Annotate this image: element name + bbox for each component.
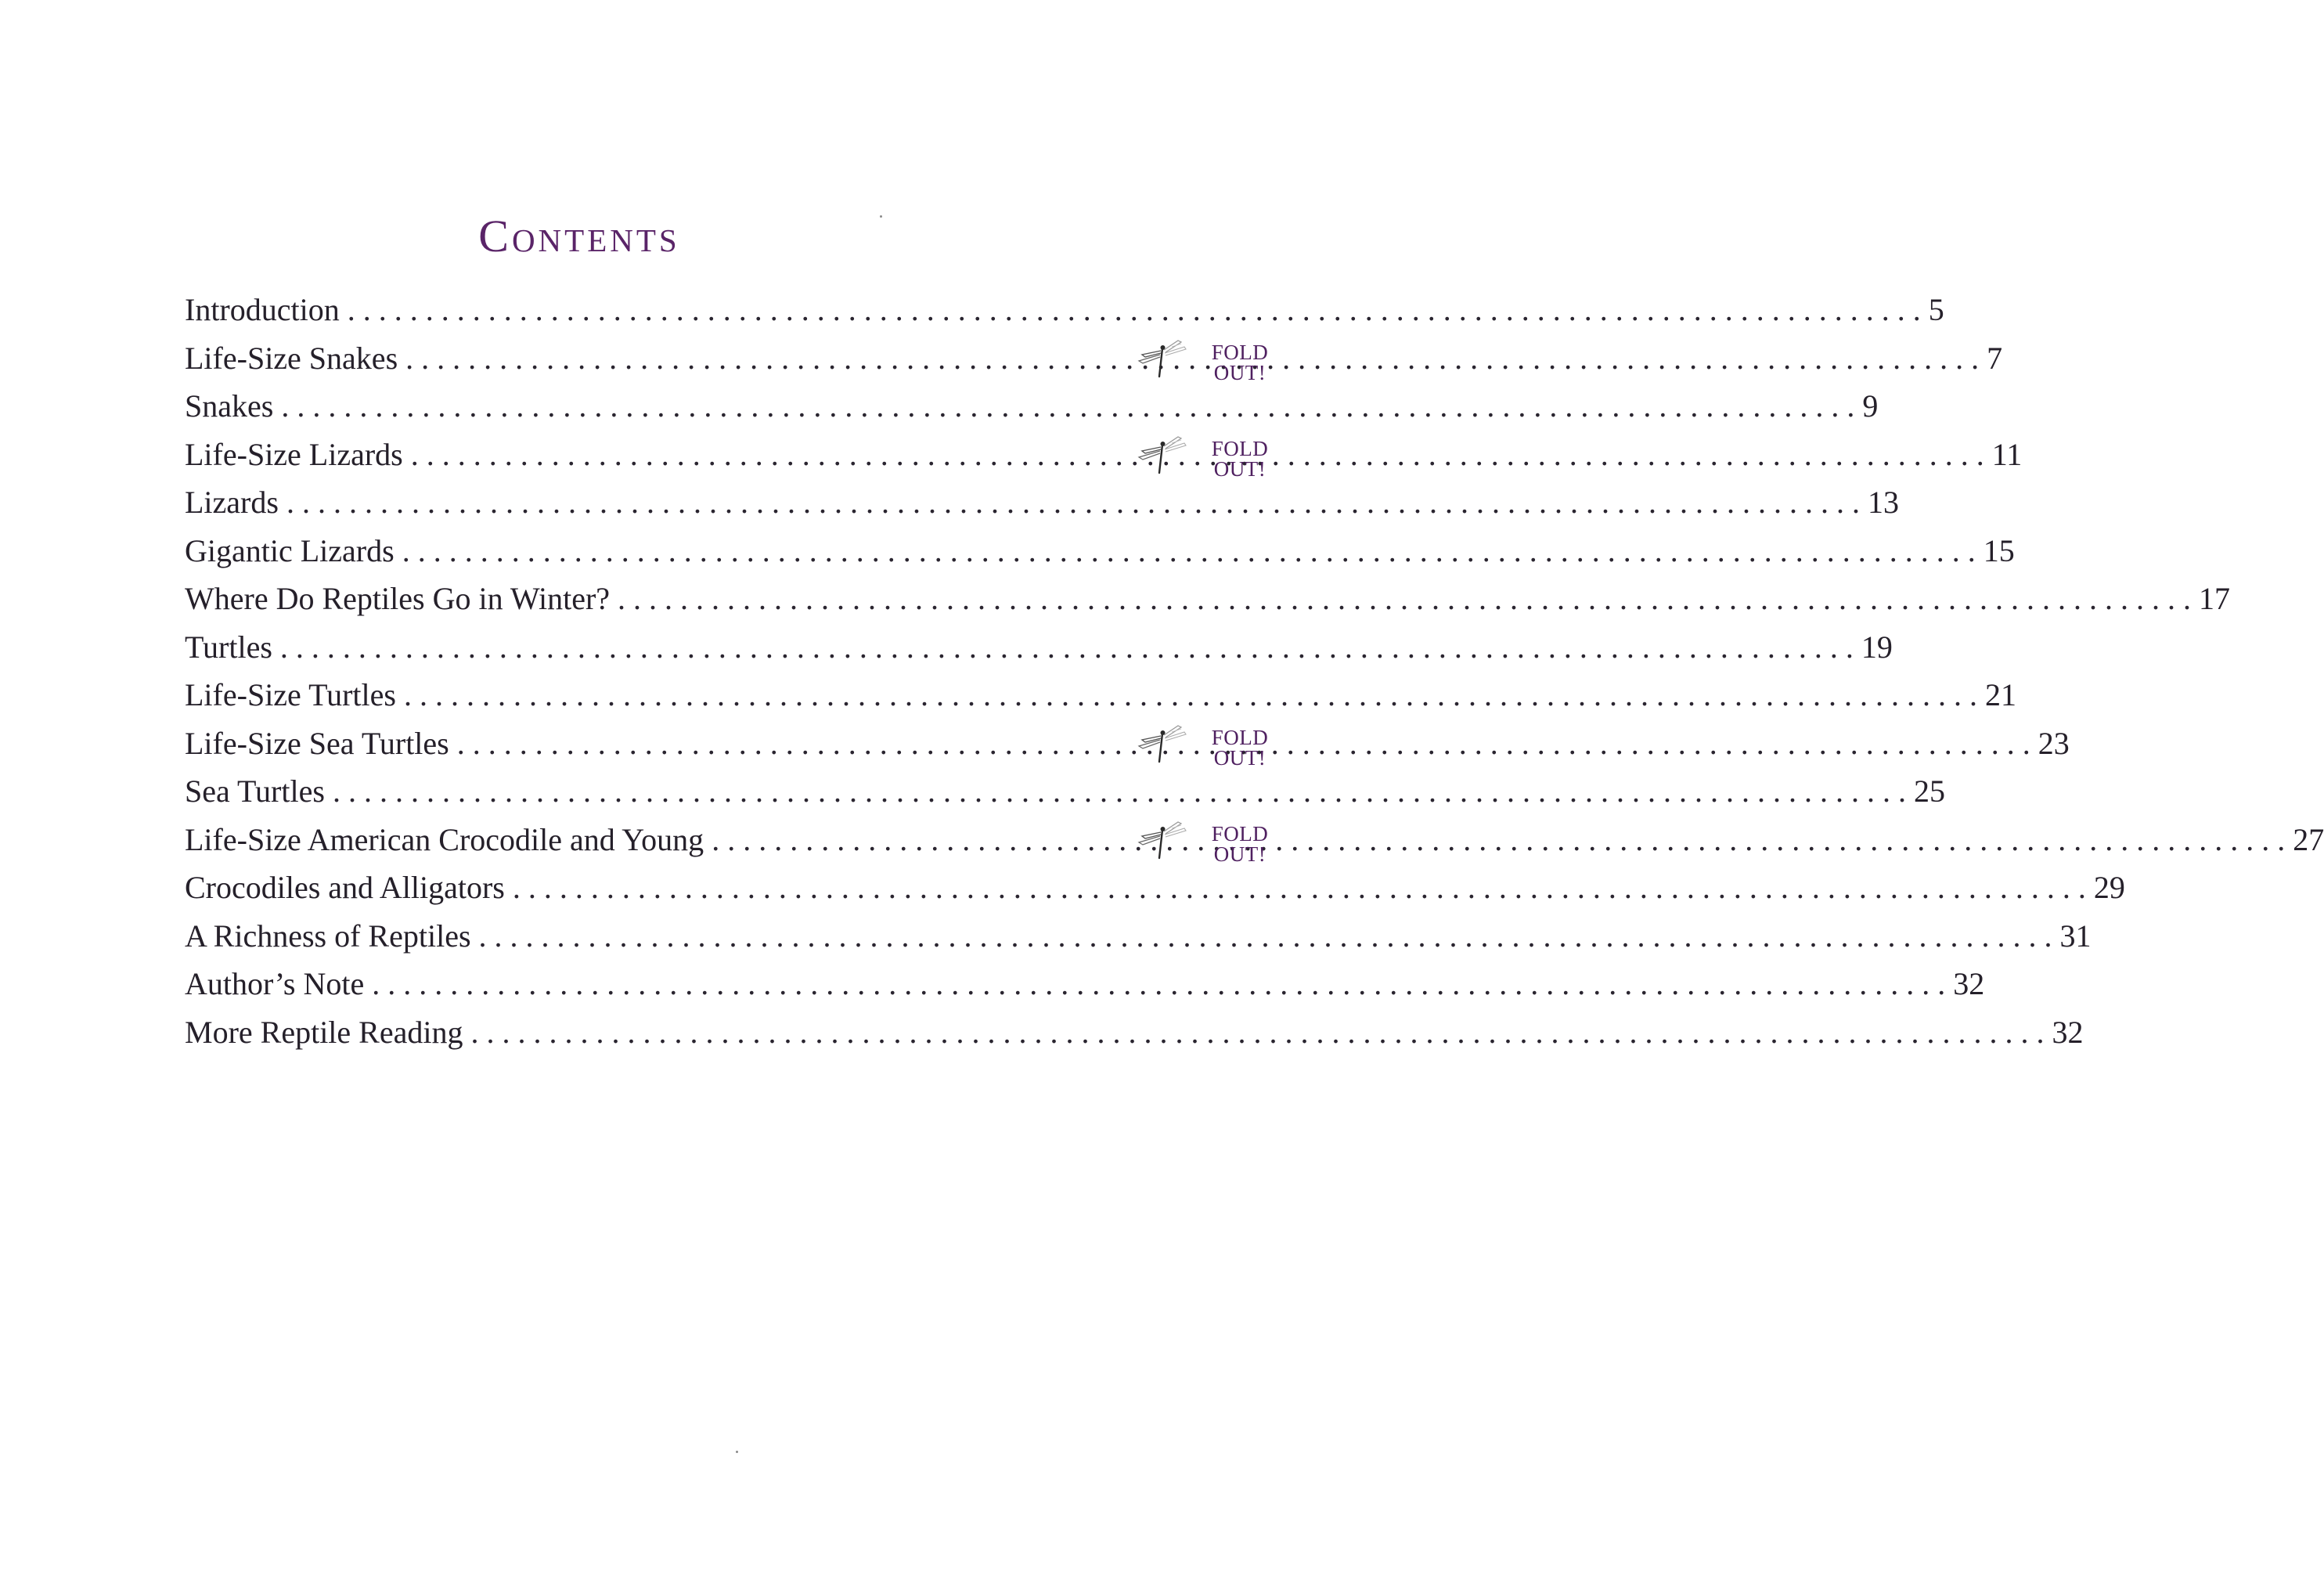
toc-entry[interactable] — [185, 960, 1985, 1008]
dot-leader — [404, 677, 1977, 713]
toc-page-number: 11 — [1991, 436, 2023, 472]
toc-page-number: 13 — [1867, 485, 1899, 520]
toc-page-number: 32 — [2052, 1014, 2084, 1050]
toc-entry-line — [185, 623, 1893, 672]
toc-entry[interactable] — [185, 912, 2092, 961]
dot-leader — [402, 533, 1976, 569]
dot-leader — [479, 918, 2052, 954]
dragonfly-icon — [1128, 819, 1198, 864]
toc-entry-title: Life-Size Snakes — [185, 340, 398, 376]
dragonfly-icon — [1128, 337, 1198, 383]
fold-out-marker — [1128, 819, 1273, 864]
toc-page-number: 25 — [1913, 773, 1945, 809]
fold-out-marker — [1128, 434, 1273, 479]
toc-entry[interactable] — [185, 478, 1899, 527]
toc-entry[interactable] — [185, 575, 2231, 623]
toc-entry[interactable] — [185, 286, 1944, 334]
toc-page-number: 27 — [2293, 821, 2324, 857]
fold-out-label-line1: FOLD — [1211, 821, 1269, 846]
dot-leader — [280, 629, 1854, 665]
toc-entry-title: Crocodiles and Alligators — [185, 870, 505, 905]
toc-entry-title: Snakes — [185, 388, 274, 424]
fold-out-label-line1: FOLD — [1211, 436, 1269, 460]
toc-page-number: 31 — [2059, 918, 2092, 954]
toc-entry-line — [185, 767, 1945, 816]
toc-entry[interactable] — [185, 527, 2015, 575]
fold-out-label-line2: OUT! — [1213, 745, 1266, 770]
toc-entry-title: Life-Size Turtles — [185, 677, 396, 712]
toc-page-number: 21 — [1984, 677, 2016, 712]
fold-out-label-line2: OUT! — [1213, 456, 1266, 481]
fold-out-label-line2: OUT! — [1213, 360, 1266, 384]
fold-out-label — [1205, 342, 1275, 383]
scan-speck — [880, 215, 882, 218]
toc-entry-title: Lizards — [185, 485, 279, 520]
toc-page-number: 29 — [2093, 870, 2125, 905]
dot-leader — [286, 485, 1860, 521]
toc-page-number: 5 — [1928, 292, 1944, 327]
fold-out-marker — [1128, 337, 1273, 383]
dot-leader — [712, 822, 2285, 858]
toc-entry-line — [185, 286, 1944, 334]
toc-entry-title: More Reptile Reading — [185, 1014, 463, 1050]
toc-entry-line — [185, 864, 2125, 912]
toc-entry[interactable] — [185, 719, 2070, 770]
toc-entry-title: Life-Size Lizards — [185, 436, 403, 472]
page-title: Contents — [478, 211, 680, 261]
fold-out-label — [1205, 727, 1275, 768]
scan-speck — [736, 1451, 738, 1453]
toc-entry[interactable] — [185, 623, 1893, 672]
fold-out-label-line2: OUT! — [1213, 842, 1266, 866]
dragonfly-icon — [1128, 723, 1198, 768]
fold-out-marker — [1128, 723, 1273, 768]
dragonfly-icon — [1128, 434, 1198, 479]
toc-page-number: 32 — [1953, 966, 1985, 1001]
toc-page-number: 23 — [2038, 725, 2070, 761]
dot-leader — [513, 870, 2086, 906]
dot-leader — [281, 388, 1854, 424]
fold-out-label — [1205, 821, 1275, 866]
toc-entry-line — [185, 478, 1899, 527]
toc-entry-title: Introduction — [185, 292, 340, 327]
toc-entry[interactable] — [185, 1008, 2084, 1057]
dot-leader — [348, 292, 1921, 328]
toc-page-number: 17 — [2199, 581, 2231, 616]
toc-page-number: 15 — [1983, 532, 2015, 568]
toc-entry-line — [185, 671, 2016, 719]
toc-entry[interactable] — [185, 431, 2023, 481]
toc-entry-title: Life-Size American Crocodile and Young — [185, 821, 704, 857]
dot-leader — [470, 1015, 2044, 1051]
toc-entry[interactable] — [185, 671, 2016, 719]
toc-entry-title: A Richness of Reptiles — [185, 918, 471, 954]
toc-entry[interactable] — [185, 382, 1879, 431]
toc-entry[interactable] — [185, 816, 2324, 866]
toc-page-number: 9 — [1862, 388, 1879, 424]
dot-leader — [372, 966, 1945, 1002]
toc-entry-line — [185, 912, 2092, 961]
table-of-contents — [185, 286, 2324, 1056]
dot-leader — [618, 581, 2191, 617]
toc-entry-title: Turtles — [185, 629, 272, 665]
toc-entry-line — [185, 527, 2015, 575]
toc-entry-title: Where Do Reptiles Go in Winter? — [185, 581, 611, 616]
toc-entry[interactable] — [185, 767, 1945, 816]
toc-entry[interactable] — [185, 864, 2125, 912]
toc-page-number: 7 — [1987, 340, 2003, 376]
dot-leader — [333, 773, 1906, 810]
fold-out-label-line1: FOLD — [1211, 340, 1269, 364]
toc-entry-title: Author’s Note — [185, 966, 365, 1001]
toc-page-number: 19 — [1861, 629, 1893, 665]
toc-entry-line — [185, 382, 1879, 431]
fold-out-label-line1: FOLD — [1211, 725, 1269, 749]
toc-entry-title: Gigantic Lizards — [185, 532, 395, 568]
toc-entry-line — [185, 1008, 2084, 1057]
toc-entry-title: Life-Size Sea Turtles — [185, 725, 449, 761]
toc-entry[interactable] — [185, 334, 2003, 384]
fold-out-label — [1205, 438, 1275, 479]
toc-entry-title: Sea Turtles — [185, 773, 325, 809]
toc-entry-line — [185, 575, 2231, 623]
toc-entry-line — [185, 960, 1985, 1008]
